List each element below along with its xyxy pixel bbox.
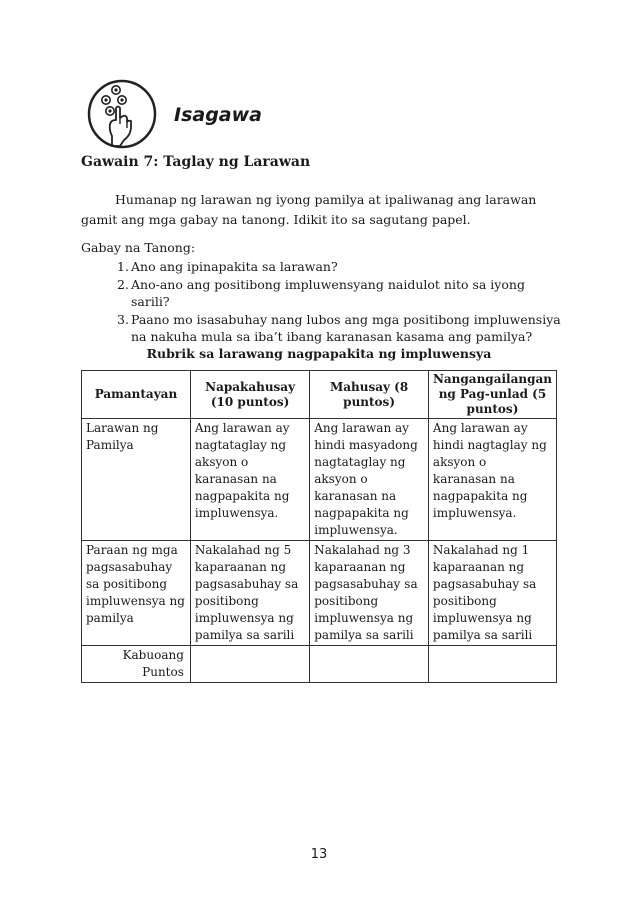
question-number: 1. — [117, 259, 129, 274]
good-cell: Nakalahad ng 3 kaparaanan ng pagsasabuhay sa positibong impluwensya ng pamilya sa sarili — [310, 541, 429, 646]
header-needs-improvement: Nangangailangan ng Pag-unlad (5 puntos) — [428, 371, 556, 419]
question-item — [117, 258, 567, 276]
header-good: Mahusay (8 puntos) — [310, 371, 429, 419]
guide-label: Gabay na Tanong: — [81, 240, 196, 255]
needs-improvement-cell: Ang larawan ay hindi nagtaglay ng aksyon o karanasan na nagpapakita ng impluwensya. — [428, 419, 556, 541]
question-item — [117, 311, 567, 346]
rubric-header-row — [82, 371, 557, 419]
total-label: Kabuoang Puntos — [82, 646, 191, 683]
good-cell: Ang larawan ay hindi masyadong nagtataglay ng aksyon o karanasan na nagpapakita ng impluwensya. — [310, 419, 429, 541]
excellent-cell: Nakalahad ng 5 kaparaanan ng pagsasabuhay sa positibong impluwensya ng pamilya sa sarili — [190, 541, 309, 646]
activity-title: Gawain 7: Taglay ng Larawan — [81, 154, 311, 170]
needs-improvement-cell: Nakalahad ng 1 kaparaanan ng pagsasabuhay sa positibong impluwensya ng pamilya sa sarili — [428, 541, 556, 646]
section-title: Isagawa — [174, 104, 262, 126]
header-excellent: Napakahusay (10 puntos) — [190, 371, 309, 419]
question-number: 2. — [117, 276, 129, 292]
total-excellent-cell — [190, 646, 309, 683]
question-item — [117, 276, 567, 311]
criterion-cell: Paraan ng mga pagsasabuhay sa positibong impluwensya ng pamilya — [82, 541, 191, 646]
question-text: Ano-ano ang positibong impluwensyang naidulot nito sa iyong sarili? — [131, 276, 525, 309]
rubric-title: Rubrik sa larawang nagpapakita ng impluwensya — [146, 346, 492, 361]
total-good-cell — [310, 646, 429, 683]
question-number: 3. — [117, 311, 129, 327]
isagawa-hand-icon — [86, 78, 158, 150]
page-number: 13 — [310, 847, 328, 862]
instructions-paragraph — [81, 190, 566, 230]
total-row — [82, 646, 557, 683]
total-needs-improvement-cell — [428, 646, 556, 683]
criterion-cell: Larawan ng Pamilya — [82, 419, 191, 541]
instructions-text: Humanap ng larawan ng iyong pamilya at ipaliwanag ang larawan gamit ang mga gabay na tanong. Idikit ito sa sagutang papel. — [81, 192, 537, 227]
guide-questions — [117, 258, 567, 346]
question-text: Ano ang ipinapakita sa larawan? — [131, 259, 338, 274]
header-criteria: Pamantayan — [82, 371, 191, 419]
rubric-table — [81, 370, 557, 683]
question-text: Paano mo isasabuhay nang lubos ang mga positibong impluwensiya na nakuha mula sa iba’t ibang karanasan kasama ang pamilya? — [131, 311, 561, 344]
excellent-cell: Ang larawan ay nagtataglay ng aksyon o karanasan na nagpapakita ng impluwensya. — [190, 419, 309, 541]
table-row — [82, 419, 557, 541]
table-row — [82, 541, 557, 646]
